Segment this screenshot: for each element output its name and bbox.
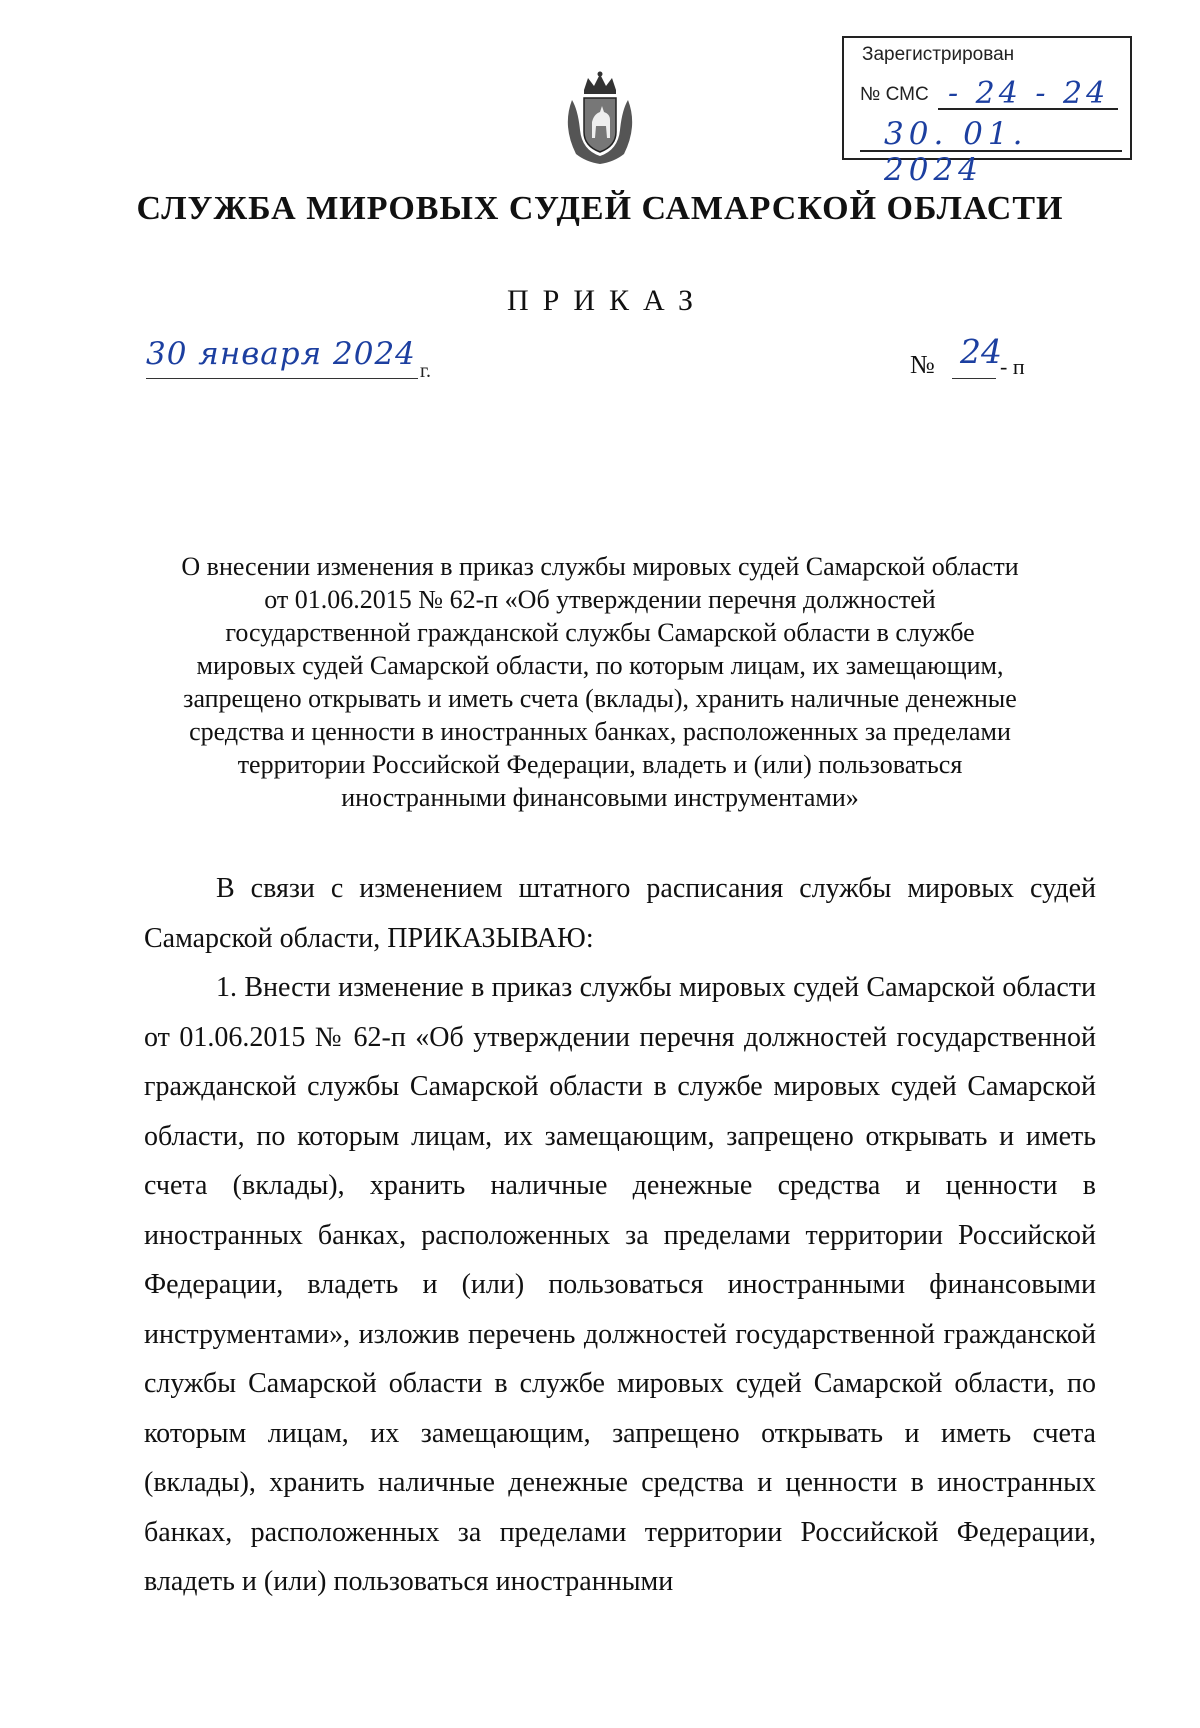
order-number-prefix: № <box>910 350 935 379</box>
registration-stamp <box>842 36 1132 188</box>
body-paragraph-preamble: В связи с изменением штатного расписания службы мировых судей Самарской области, ПРИКАЗЫВАЮ: <box>144 873 1096 954</box>
document-type-heading: ПРИКАЗ <box>507 284 707 317</box>
subject-line: государственной гражданской службы Самарской области в службе <box>225 618 975 647</box>
stamp-title: Зарегистрирован <box>862 44 1015 65</box>
order-number-suffix: - п <box>1000 354 1025 379</box>
body-paragraph-item-1: 1. Внести изменение в приказ службы мировых судей Самарской области от 01.06.2015 № 62-п «Об утверждении перечня должностей государственной гражданской службы Самарской области в службе мировых судей Самарской области, по которым лицам, их замещающим, запрещено открывать и иметь счета (вклады), хранить наличные денежные средства и ценности в иностранных банках, расположенных за пределами территории Российской Федерации, владеть и (или) пользоваться иностранными финансовыми инструментами», изложив перечень должностей государственной гражданской службы Самарской области в службе мировых судей Самарской области, по которым лицам, их замещающим, запрещено открывать и иметь счета (вклады), хранить наличные денежные средства и ценности в иностранных банках, расположенных за пределами территории Российской Федерации, владеть и (или) пользоваться иностранными <box>144 972 1096 1597</box>
order-body <box>144 864 1096 1607</box>
subject-line: запрещено открывать и иметь счета (вклады), хранить наличные денежные <box>183 684 1017 713</box>
subject-line: мировых судей Самарской области, по которым лицам, их замещающим, <box>196 651 1004 680</box>
stamp-date-handwritten: 30. 01. 2024 <box>884 116 1028 188</box>
order-number-underline <box>952 378 996 379</box>
order-number-handwritten: 24 <box>960 332 1002 371</box>
subject-line: средства и ценности в иностранных банках, расположенных за пределами <box>189 717 1011 746</box>
subject-line: О внесении изменения в приказ службы мировых судей Самарской области <box>181 552 1019 581</box>
order-date-handwritten: 30 января 2024 <box>146 336 416 372</box>
order-date-suffix: г. <box>420 360 431 382</box>
coat-of-arms-icon <box>558 70 642 166</box>
subject-line: иностранными финансовыми инструментами» <box>341 783 859 812</box>
order-date-underline <box>146 378 418 379</box>
order-subject <box>130 550 1070 814</box>
subject-line: от 01.06.2015 № 62-п «Об утверждении перечня должностей <box>264 585 936 614</box>
organization-title: СЛУЖБА МИРОВЫХ СУДЕЙ САМАРСКОЙ ОБЛАСТИ <box>136 190 1064 227</box>
subject-line: территории Российской Федерации, владеть и (или) пользоваться <box>237 750 963 779</box>
stamp-number-label: № СМС <box>860 84 929 105</box>
stamp-number-handwritten: - 24 - 24 <box>948 76 1110 111</box>
